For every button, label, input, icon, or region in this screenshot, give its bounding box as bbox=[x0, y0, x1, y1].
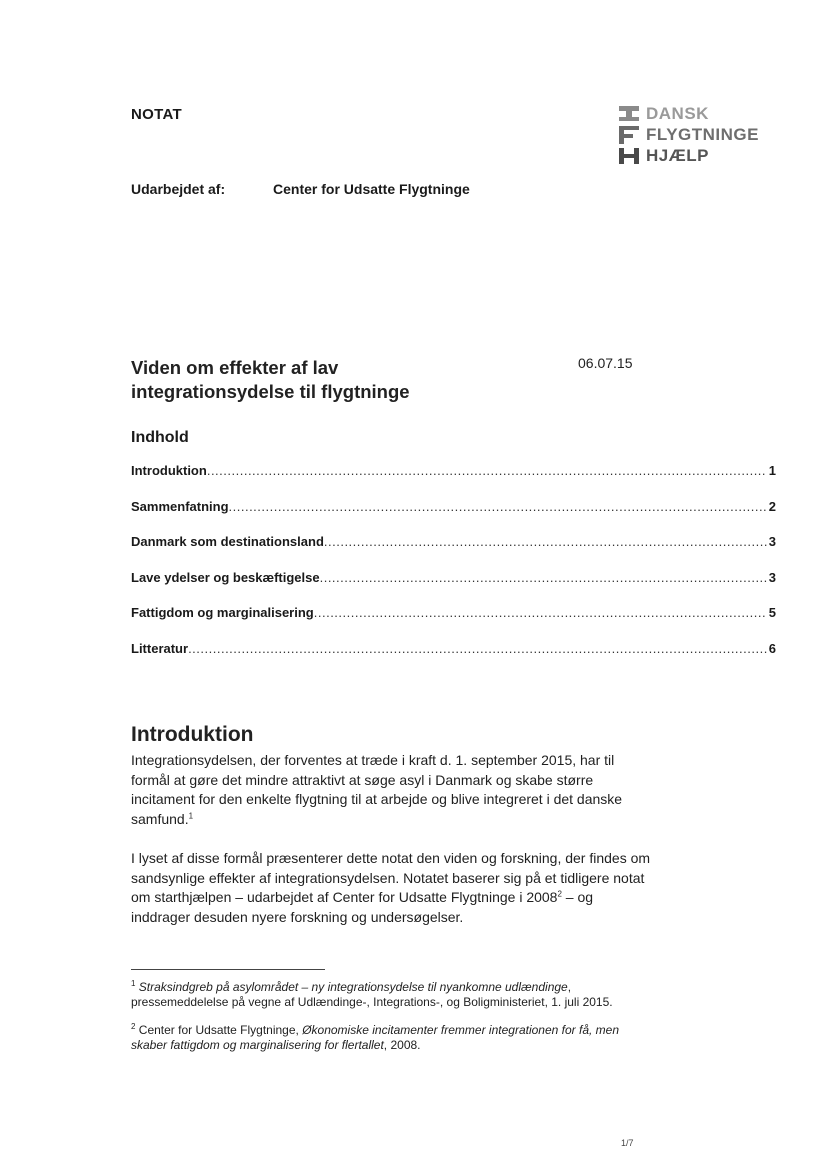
footnote-2-rest: , 2008. bbox=[383, 1037, 421, 1052]
toc-leader bbox=[229, 499, 767, 514]
toc-leader bbox=[320, 570, 767, 585]
page-number: 1/7 bbox=[621, 1138, 634, 1148]
document-date: 06.07.15 bbox=[578, 355, 633, 371]
dfh-logo bbox=[617, 103, 797, 167]
prepared-by-label: Udarbejdet af: bbox=[131, 181, 226, 197]
logo-text-dansk: DANSK bbox=[646, 104, 709, 123]
intro-paragraph-2-text-b: – og inddrager desuden nyere forskning og undersøgelser. bbox=[131, 889, 594, 925]
toc-item-page: 1 bbox=[768, 463, 776, 478]
toc-item-introduktion[interactable] bbox=[131, 463, 776, 499]
table-of-contents bbox=[131, 463, 776, 676]
toc-leader bbox=[314, 605, 767, 620]
toc-item-page: 6 bbox=[768, 640, 776, 656]
section-heading-introduktion: Introduktion bbox=[131, 723, 254, 746]
intro-paragraph-1-text: Integrationsydelsen, der forventes at træde i kraft d. 1. september 2015, har til formål at gøre det mindre attraktivt at søge asyl i Danmark og skabe større incitament for den enkelte flygtning til at arbejde og blive integreret i det danske samfund. bbox=[131, 752, 623, 827]
footnote-2-lead: Center for Udsatte Flygtninge, bbox=[135, 1023, 303, 1037]
toc-item-label: Introduktion bbox=[131, 463, 207, 478]
footnote-2-number: 2 bbox=[131, 1022, 136, 1031]
toc-item-sammenfatning[interactable] bbox=[131, 499, 776, 535]
toc-heading: Indhold bbox=[131, 429, 189, 446]
logo-text-hjaelp: HJÆLP bbox=[646, 146, 709, 165]
footnote-ref-1[interactable]: 1 bbox=[188, 810, 194, 820]
toc-item-page: 5 bbox=[768, 605, 776, 620]
toc-item-page: 2 bbox=[768, 498, 776, 514]
footnote-ref-2[interactable]: 2 bbox=[557, 889, 562, 899]
document-title-line-1: Viden om effekter af lav bbox=[131, 357, 339, 378]
toc-item-lave-ydelser[interactable] bbox=[131, 570, 776, 606]
footnote-1-number: 1 bbox=[131, 979, 136, 988]
document-type: NOTAT bbox=[131, 106, 182, 123]
toc-item-page: 3 bbox=[768, 534, 776, 549]
toc-leader bbox=[207, 463, 767, 478]
intro-paragraph-2 bbox=[131, 849, 651, 927]
logo-text-flygtninge: FLYGTNINGE bbox=[646, 125, 759, 144]
toc-item-page: 3 bbox=[768, 569, 776, 585]
footnote-1 bbox=[131, 980, 651, 1009]
document-title bbox=[131, 356, 511, 404]
prepared-by-value: Center for Udsatte Flygtninge bbox=[273, 181, 470, 197]
footnote-1-rest: , pressemeddelelse på vegne af Udlændinge-, Integrations-, og Boligministeriet, 1. juli 2015. bbox=[131, 980, 613, 1009]
toc-item-fattigdom[interactable] bbox=[131, 605, 776, 641]
toc-item-danmark[interactable] bbox=[131, 534, 776, 570]
footnote-2 bbox=[131, 1023, 651, 1052]
intro-paragraph-2-text-a: I lyset af disse formål præsenterer dette notat den viden og forskning, der findes om sandsynlige effekter af integrationsydelsen. Notatet baserer sig på et tidligere notat om starthjælpen – udarbejdet af Center for Udsatte Flygtninge i 2008 bbox=[131, 850, 651, 905]
toc-leader bbox=[324, 534, 767, 549]
toc-item-label: Sammenfatning bbox=[131, 498, 229, 514]
toc-item-litteratur[interactable] bbox=[131, 641, 776, 677]
document-title-line-2: integrationsydelse til flygtninge bbox=[131, 381, 410, 402]
toc-item-label: Litteratur bbox=[131, 640, 189, 656]
footnote-1-title: Straksindgreb på asylområdet – ny integrationsydelse til nyankomne udlændinge bbox=[138, 980, 568, 994]
toc-item-label: Fattigdom og marginalisering bbox=[131, 605, 314, 620]
toc-leader bbox=[188, 641, 767, 656]
dfh-logo-mark-icon bbox=[617, 105, 641, 165]
footnote-divider bbox=[131, 969, 325, 970]
toc-item-label: Lave ydelser og beskæftigelse bbox=[131, 569, 320, 585]
intro-paragraph-1 bbox=[131, 751, 651, 829]
toc-item-label: Danmark som destinationsland bbox=[131, 534, 324, 549]
footnote-2-title: Økonomiske incitamenter fremmer integrationen for få, men skaber fattigdom og marginalisering for flertallet bbox=[131, 1023, 620, 1052]
